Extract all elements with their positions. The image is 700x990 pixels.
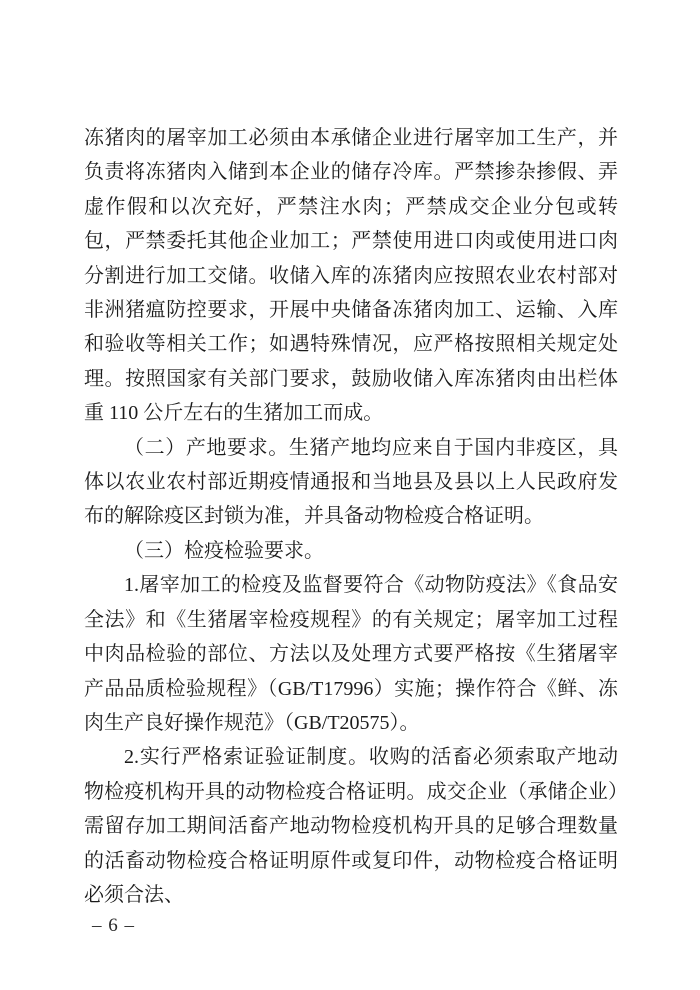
paragraph-item-2-certificate-verification: 2.实行严格索证验证制度。收购的活畜必须索取产地动物检疫机构开具的动物检疫合格证明。成交企业（承储企业）需留存加工期间活畜产地动物检疫机构开具的足够合理数量的活畜动物检疫合格证明原件或复印件，动物检疫合格证明必须合法、 bbox=[84, 746, 618, 906]
document-body bbox=[84, 121, 618, 912]
page-number: – 6 – bbox=[92, 915, 135, 936]
paragraph-section-2-origin-requirements: （二）产地要求。生猪产地均应来自于国内非疫区，具体以农业农村部近期疫情通报和当地县及县以上人民政府发布的解除疫区封锁为准，并具备动物检疫合格证明。 bbox=[84, 436, 618, 528]
paragraph-item-1-slaughter-quarantine: 1.屠宰加工的检疫及监督要符合《动物防疫法》《食品安全法》和《生猪屠宰检疫规程》的有关规定；屠宰加工过程中肉品检验的部位、方法以及处理方式要严格按《生猪屠宰产品品质检验规程》（GB/T17996）实施；操作符合《鲜、冻肉生产良好操作规范》（GB/T20575）。 bbox=[84, 574, 618, 734]
paragraph-continuation: 冻猪肉的屠宰加工必须由本承储企业进行屠宰加工生产，并负责将冻猪肉入储到本企业的储存冷库。严禁掺杂掺假、弄虚作假和以次充好，严禁注水肉；严禁成交企业分包或转包，严禁委托其他企业加工；严禁使用进口肉或使用进口肉分割进行加工交储。收储入库的冻猪肉应按照农业农村部对非洲猪瘟防控要求，开展中央储备冻猪肉加工、运输、入库和验收等相关工作；如遇特殊情况，应严格按照相关规定处理。按照国家有关部门要求，鼓励收储入库冻猪肉由出栏体重 110 公斤左右的生猪加工而成。 bbox=[84, 127, 618, 425]
paragraph-section-3-quarantine-inspection-heading: （三）检疫检验要求。 bbox=[124, 539, 324, 562]
